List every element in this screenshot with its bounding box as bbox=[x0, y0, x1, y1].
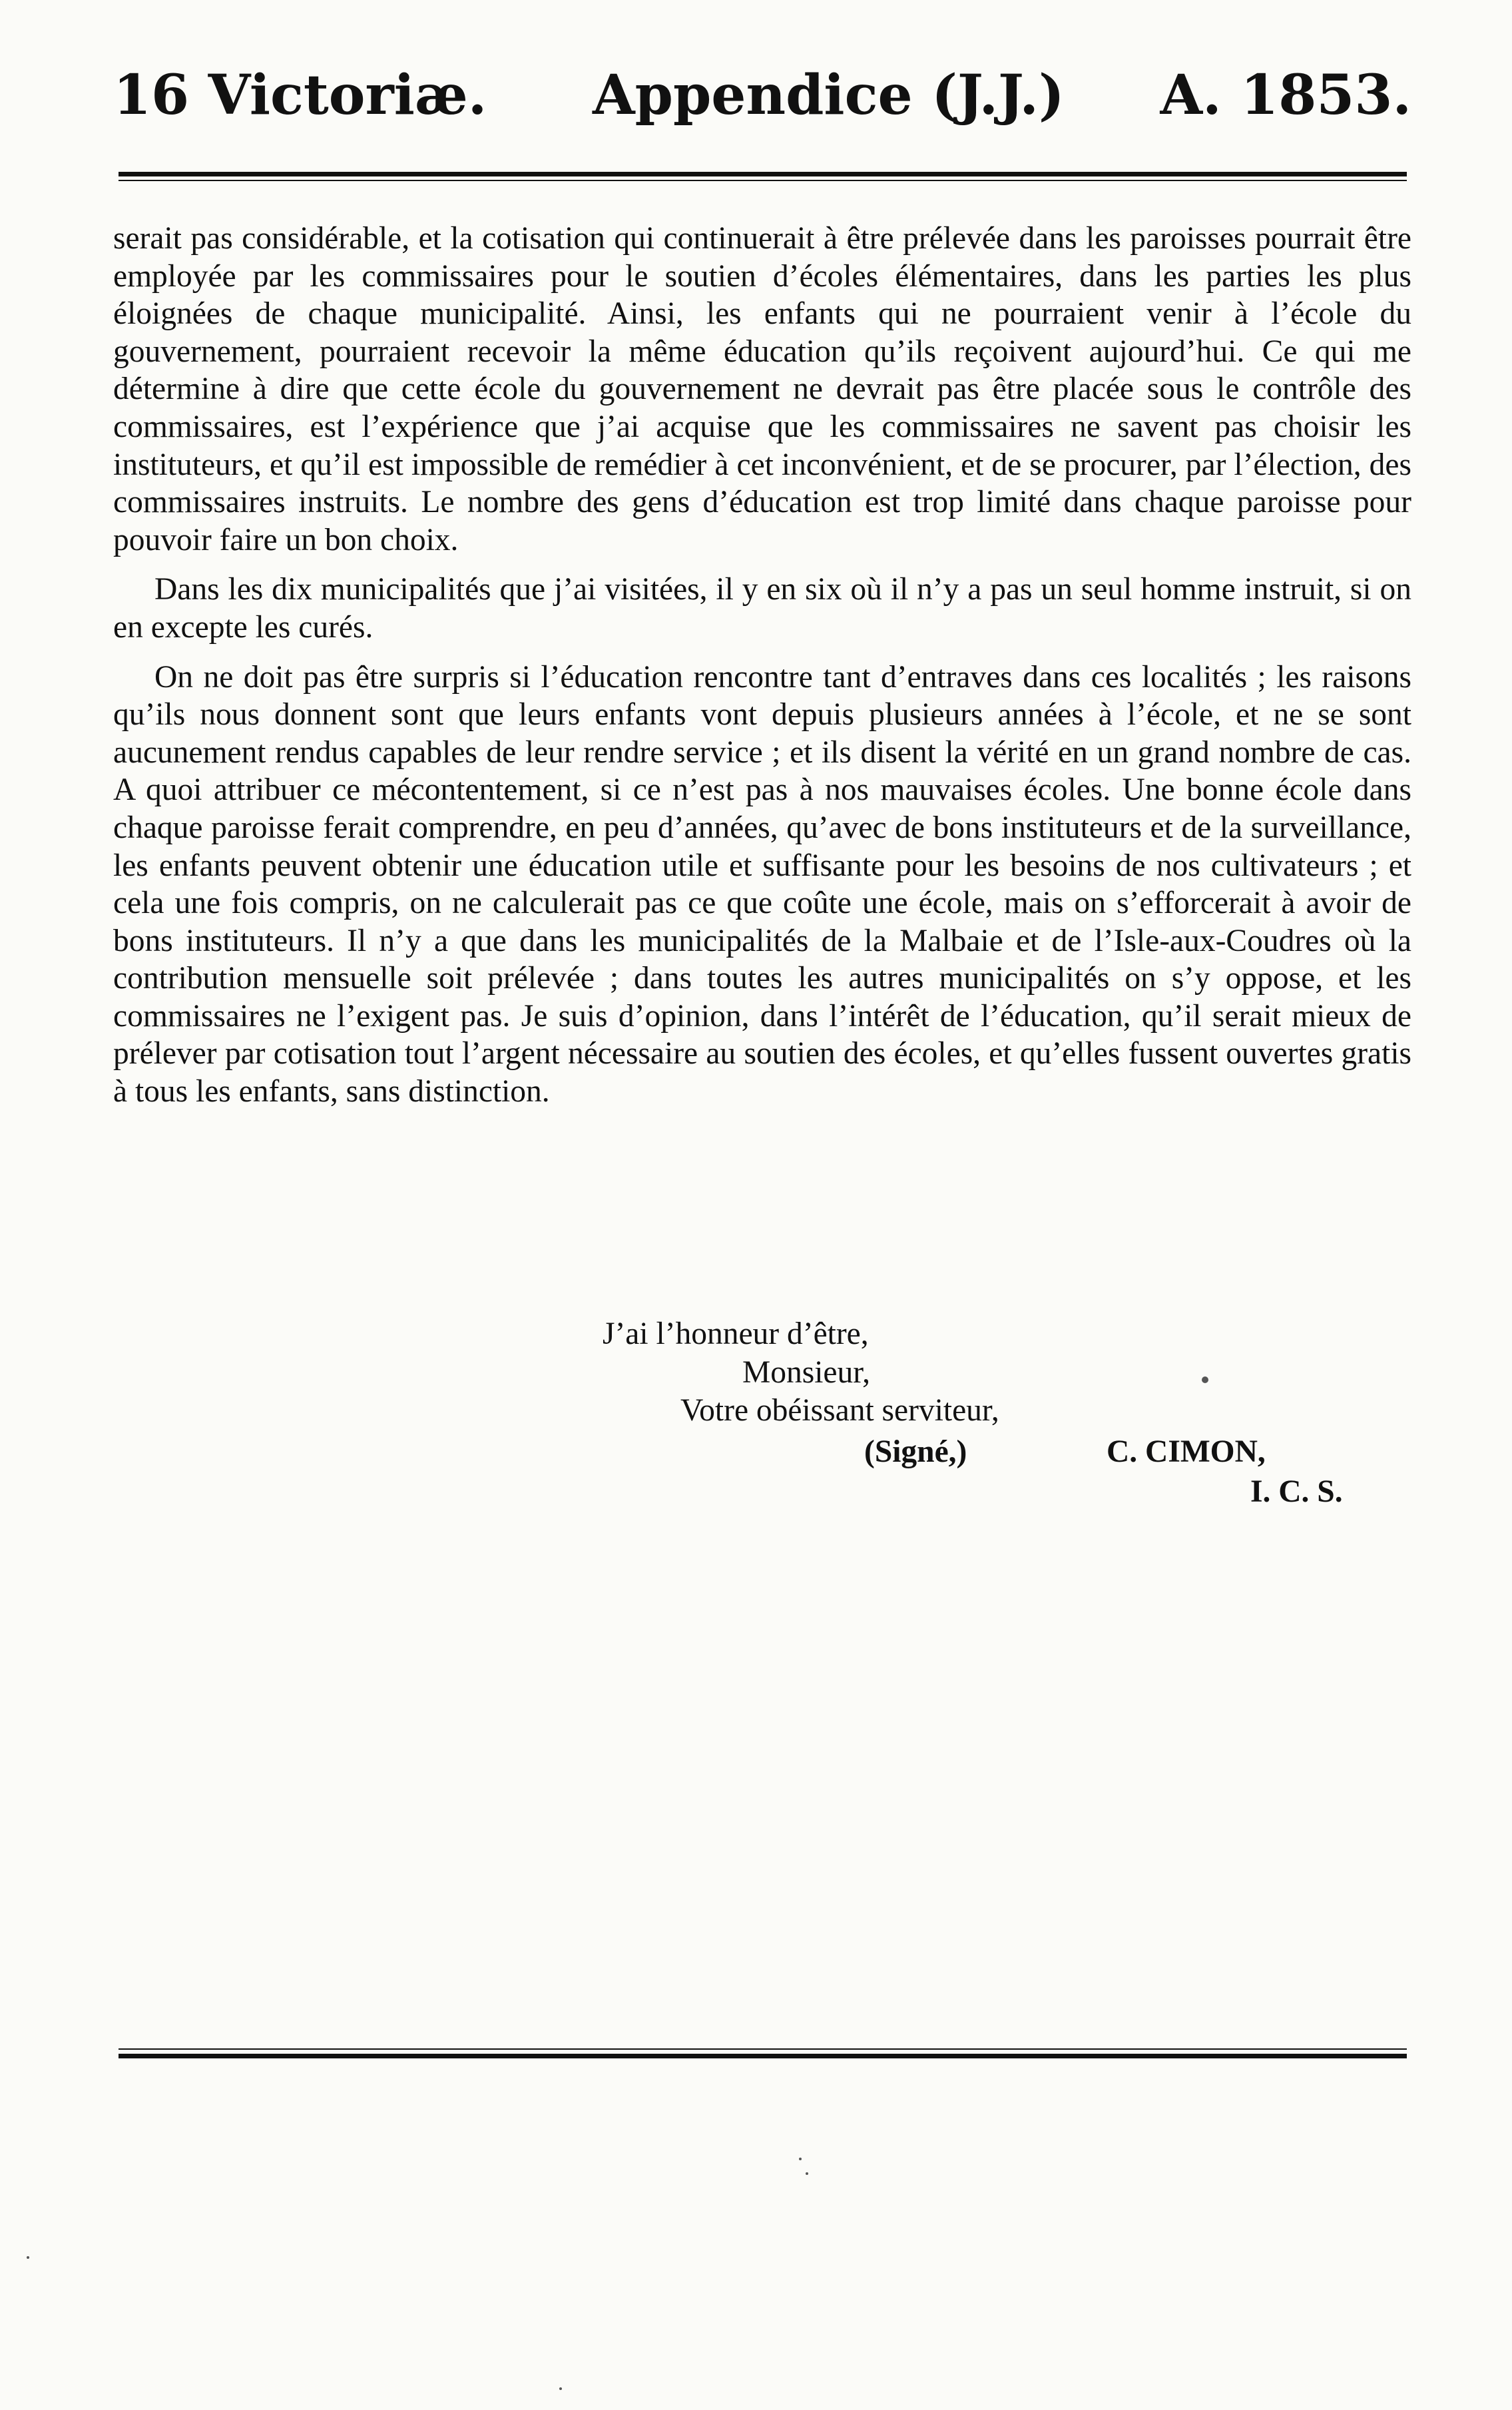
header-year: A. 1853. bbox=[1160, 63, 1411, 127]
closing-salutation: J’ai l’honneur d’être, bbox=[603, 1317, 869, 1351]
signed-mark: (Signé,) bbox=[864, 1434, 967, 1469]
closing-title: Monsieur, bbox=[742, 1355, 871, 1390]
paper-speck bbox=[27, 2256, 29, 2259]
header-rule-thick bbox=[119, 172, 1407, 176]
closing-valediction: Votre obéissant serviteur, bbox=[680, 1393, 999, 1428]
header-rule-thin bbox=[119, 180, 1407, 181]
letter-body bbox=[113, 220, 1411, 1111]
header-session: 16 Victoriæ. bbox=[113, 63, 487, 127]
paragraph: serait pas considérable, et la cotisation qui continuerait à être prélevée dans les paroisses pourrait être employée par les commissaires pour le soutien d’écoles élémentaires, dans les parties les plus éloignées de chaque municipalité. Ainsi, les enfants qui ne pourraient venir à l’école du gouvernement, pourraient recevoir la même éducation qu’ils reçoivent aujourd’hui. Ce qui me détermine à dire que cette école du gouvernement ne devrait pas être placée sous le contrôle des commissaires, est l’expérience que j’ai acquise que les commissaires ne savent pas choisir les instituteurs, et qu’il est impossible de remédier à cet inconvénient, et de se procurer, par l’élection, des commissaires instruits. Le nombre des gens d’éducation est trop limité dans chaque paroisse pour pouvoir faire un bon choix. bbox=[113, 221, 1411, 557]
signatory-office: I. C. S. bbox=[1250, 1474, 1343, 1509]
paper-speck bbox=[806, 2172, 808, 2175]
footer-rule-thick bbox=[119, 2054, 1407, 2058]
paper-speck bbox=[1202, 1376, 1208, 1383]
signatory-name: C. CIMON, bbox=[1107, 1434, 1266, 1469]
paragraph: Dans les dix municipalités que j’ai visitées, il y en six où il n’y a pas un seul homme instruit, si on en excepte les curés. bbox=[113, 572, 1411, 645]
paper-speck bbox=[559, 2387, 562, 2390]
footer-rule-thin bbox=[119, 2048, 1407, 2050]
page-header bbox=[113, 59, 1411, 132]
header-appendix: Appendice (J.J.) bbox=[593, 63, 1065, 127]
paper-speck bbox=[799, 2158, 802, 2160]
paragraph: On ne doit pas être surpris si l’éducation rencontre tant d’entraves dans ces localités ; les raisons qu’ils nous donnent sont que leurs enfants vont depuis plusieurs années à l’école, et ne se sont aucunement rendus capables de leur rendre service ; et ils disent la vérité en un grand nombre de cas. A quoi attribuer ce mécontentement, si ce n’est pas à nos mauvaises écoles. Une bonne école dans chaque paroisse ferait comprendre, en peu d’années, qu’avec de bons instituteurs et de la surveillance, les enfants peuvent obtenir une éducation utile et suffisante pour les besoins de nos cultivateurs ; et cela une fois compris, on ne calculerait pas ce que coûte une école, mais on s’efforcerait à avoir de bons instituteurs. Il n’y a que dans les municipalités de la Malbaie et de l’Isle-aux-Coudres où la contribution mensuelle soit prélevée ; dans toutes les autres municipalités on s’y oppose, et les commissaires ne l’exigent pas. Je suis d’opinion, dans l’intérêt de l’éducation, qu’il serait mieux de prélever par cotisation tout l’argent nécessaire au soutien des écoles, et qu’elles fussent ouvertes gratis à tous les enfants, sans distinction. bbox=[113, 659, 1411, 1109]
